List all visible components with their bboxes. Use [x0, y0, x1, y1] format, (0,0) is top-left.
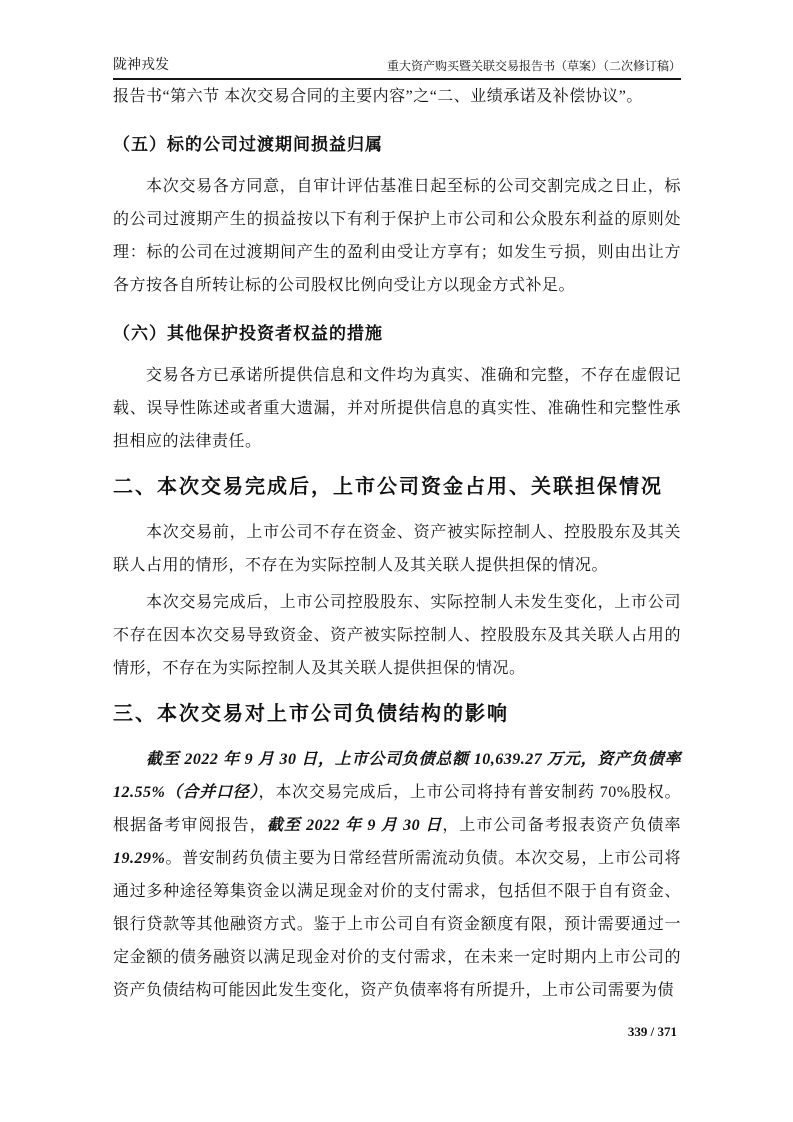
text-run: 二、本次交易完成后，上市公司资金占用、关联担保情况: [113, 476, 663, 498]
text-run: 本次交易完成后，上市公司控股股东、实际控制人未发生变化，上市公司不存在因本次交易导致资金、资产被实际控制人、控股股东及其关联人占用的情形，不存在为实际控制人及其关联人提供担保的情况。: [113, 594, 681, 677]
text-run: 本次交易各方同意，自审计评估基准日起至标的公司交割完成之日止，标的公司过渡期产生的损益按以下有利于保护上市公司和公众股东利益的原则处理：标的公司在过渡期间产生的盈利由受让方享有；如发生亏损，则由出让方各方按各自所转让标的公司股权比例向受让方以现金方式补足。: [113, 178, 681, 294]
text-run: （五）标的公司过渡期间损益归属: [113, 135, 383, 154]
text-run: ，本次交易完成后，上市公司将持有普安制药 70%股权。根据备考审阅报告，: [113, 784, 681, 834]
paragraph-transition-period-profit-loss: [113, 170, 681, 302]
paragraph-debt-structure: [113, 743, 681, 1007]
heading-section-3-debt-structure-impact: [113, 699, 681, 729]
header-company-short-name: 陇神戎发: [113, 58, 169, 73]
text-run: 本次交易前，上市公司不存在资金、资产被实际控制人、控股股东及其关联人占用的情形，不存在为实际控制人及其关联人提供担保的情况。: [113, 524, 681, 574]
document-body: [113, 80, 681, 1007]
paragraph-investor-protection: [113, 359, 681, 458]
emphasized-text-run: 19.29%: [113, 850, 166, 867]
heading-section-6-other-investor-protection-measures: [113, 321, 681, 347]
paragraph-intro: [113, 80, 681, 113]
paragraph-before-transaction: [113, 516, 681, 582]
text-run: 报告书“第六节 本次交易合同的主要内容”之“二、业绩承诺及补偿协议”。: [113, 88, 643, 105]
page-number: 339 / 371: [627, 1024, 677, 1039]
emphasized-text-run: 截至 2022 年 9 月 30 日，上市公司负债总额 10,639.27 万元，资产负债率 12.55%（合并口径）: [113, 751, 681, 801]
text-run: 三、本次交易对上市公司负债结构的影响: [113, 703, 509, 725]
text-run: （六）其他保护投资者权益的措施: [113, 324, 383, 343]
text-run: ，上市公司备考报表资产负债率: [442, 817, 681, 834]
header-report-title: 重大资产购买暨关联交易报告书（草案）（二次修订稿）: [386, 59, 681, 73]
heading-section-2-fund-occupation-guarantees: [113, 472, 681, 502]
paragraph-after-transaction: [113, 586, 681, 685]
text-run: 。普安制药负债主要为日常经营所需流动负债。本次交易，上市公司将通过多种途径筹集资金以满足现金对价的支付需求，包括但不限于自有资金、银行贷款等其他融资方式。鉴于上市公司自有资金额度有限，预计需要通过一定金额的债务融资以满足现金对价的支付需求，在未来一定时期内上市公司的资产负债结构可能因此发生变化，资产负债率将有所提升，上市公司需要为债: [113, 850, 681, 999]
emphasized-text-run: 截至 2022 年 9 月 30 日: [266, 817, 443, 834]
text-run: 交易各方已承诺所提供信息和文件均为真实、准确和完整，不存在虚假记载、误导性陈述或者重大遗漏，并对所提供信息的真实性、准确性和完整性承担相应的法律责任。: [113, 367, 681, 450]
heading-section-5-transition-period-profit-loss: [113, 132, 681, 158]
page-footer: [628, 1024, 677, 1040]
page-header: [113, 57, 681, 80]
